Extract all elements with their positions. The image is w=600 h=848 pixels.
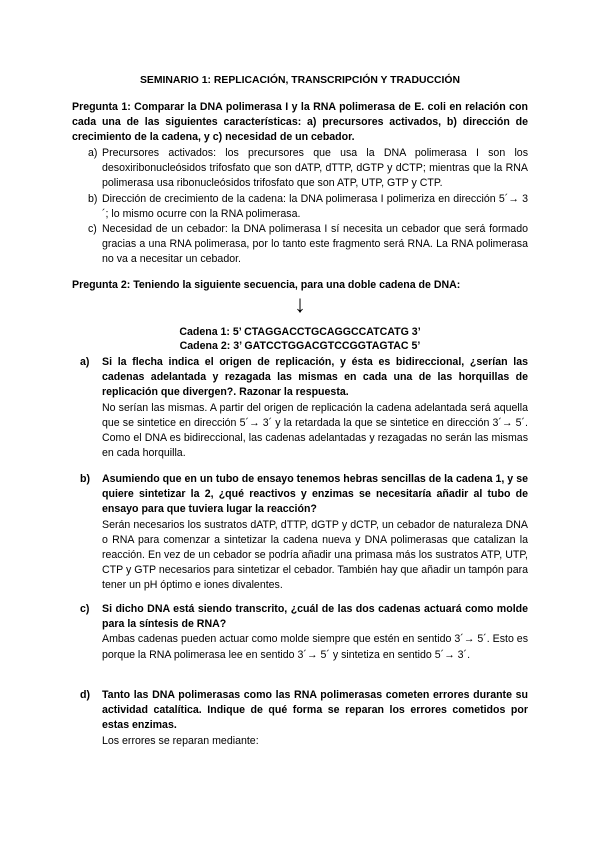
pregunta-1-answer-list (72, 146, 528, 268)
list-marker: b) (88, 192, 98, 205)
sub-answer: Ambas cadenas pueden actuar como molde siempre que estén en sentido 3´→ 5´. Esto es porque la RNA polimerasa lee en sentido 3´→ 5´ y sintetiza en sentido 5´→ 3´. (102, 633, 528, 661)
list-marker: c) (80, 603, 90, 615)
pregunta-1-heading: Pregunta 1: Comparar la DNA polimerasa I y la RNA polimerasa de E. coli en relación con cada una de las siguientes características: a) precursores activados, b) dirección de crecimiento de la cadena, y c) necesidad de un cebador. (72, 101, 528, 144)
pregunta-2-item-a (72, 355, 528, 461)
sub-question: Si dicho DNA está siendo transcrito, ¿cuál de las dos cadenas actuará como molde para la síntesis de RNA? (102, 603, 528, 631)
list-marker: a) (88, 147, 98, 159)
list-item-text: Precursores activados: los precursores que usa la DNA polimerasa I son los desoxiribonucleósidos trifosfato que son dATP, dTTP, dGTP y dCTP; mientras que la RNA polimerasa usa ribonucleósidos trifosfato que son ATP, UTP, GTP y CTP. (102, 147, 528, 190)
pregunta-2-heading: Pregunta 2: Teniendo la siguiente secuencia, para una doble cadena de DNA: (72, 279, 461, 291)
down-arrow-icon: ↓ (294, 291, 306, 318)
page-title: SEMINARIO 1: REPLICACIÓN, TRANSCRIPCIÓN Y TRADUCCIÓN (139, 75, 460, 86)
sub-answer: Serán necesarios los sustratos dATP, dTTP, dGTP y dCTP, un cebador de naturaleza DNA o RNA para comenzar a sintetizar la cadena nueva y DNA polimerasas que catalizan la reacción. En vez de un cebador se podría añadir una primasa más los sustratos ATP, UTP, CTP y GTP necesarios para sintetizar el cebador. También hay que añadir un tampón para tener un pH óptimo e iones divalentes. (102, 518, 528, 592)
list-marker: d) (80, 689, 90, 701)
pregunta-2-item-d (72, 688, 528, 749)
list-item (72, 146, 528, 192)
list-item-text: Necesidad de un cebador: la DNA polimerasa I sí necesita un cebador que será formado gracias a una RNA polimerasa, por lo tanto este fragmento será RNA. La RNA polimerasa no va a necesitar un cebador. (102, 223, 528, 266)
sub-question: Asumiendo que en un tubo de ensayo tenemos hebras sencillas de la cadena 1, y se quiere sintetizar la 2, ¿qué reactivos y enzimas se necesitaría añadir al tubo de ensayo para que tuviera lugar la reacción? (102, 473, 528, 516)
pregunta-2-item-b (72, 472, 528, 594)
list-marker: b) (80, 473, 90, 485)
sub-answer: Los errores se reparan mediante: (102, 734, 259, 747)
sub-answer: No serían las mismas. A partir del origen de replicación la cadena adelantada será aquella que se sintetice en dirección 5´→ 3´ y la retardada la que se sintetice en dirección 3´→ 5´. Como el DNA es bidireccional, las cadenas adelantadas y rezagadas no serán las mismas en cada horquilla. (102, 401, 528, 460)
list-marker: c) (88, 223, 97, 236)
list-item (72, 222, 528, 268)
list-item-text: Dirección de crecimiento de la cadena: la DNA polimerasa I polimeriza en dirección 5´→ 3´; lo mismo ocurre con la RNA polimerasa. (102, 192, 528, 220)
list-item (72, 192, 528, 222)
cadena-1-sequence: Cadena 1: 5’ CTAGGACCTGCAGGCCATCATG 3’ (179, 326, 421, 338)
cadena-2-sequence: Cadena 2: 3’ GATCCTGGACGTCCGGTAGTAC 5’ (179, 340, 421, 352)
list-marker: a) (80, 356, 90, 368)
sub-question: Tanto las DNA polimerasas como las RNA polimerasas cometen errores durante su actividad catalítica. Indique de qué forma se reparan los errores cometidos por estas enzimas. (102, 689, 528, 732)
pregunta-2-item-c (72, 602, 528, 663)
sub-question: Si la flecha indica el origen de replicación, y ésta es bidireccional, ¿serían las cadenas adelantada y rezagada las mismas en cada una de las horquillas de replicación que divergen?. Razonar la respuesta. (102, 356, 528, 399)
